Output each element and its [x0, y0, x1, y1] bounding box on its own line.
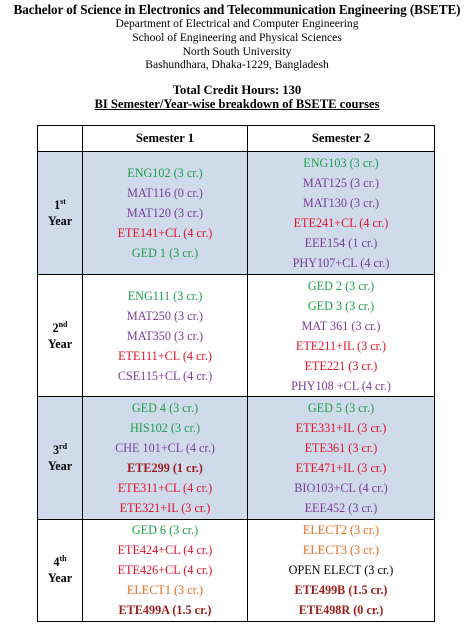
course-entry: ETE361 (3 cr.): [304, 440, 378, 455]
semester-1-cell: [83, 397, 248, 519]
course-entry: CHE 101+CL (4 cr.): [115, 440, 215, 455]
course-entry: ELECT2 (3 cr.): [302, 523, 380, 538]
course-entry: GED 4 (3 cr.): [131, 400, 199, 415]
course-entry: ETE471+IL (3 cr.): [295, 460, 387, 475]
year-ordinal: 2: [52, 320, 59, 335]
course-entry: ETE321+IL (3 cr.): [119, 500, 211, 515]
course-entry: ETE498R (0 cr.): [298, 603, 384, 618]
course-entry: PHY108 +CL (4 cr.): [291, 378, 391, 393]
course-entry: ENG103 (3 cr.): [303, 156, 379, 171]
course-entry: GED 1 (3 cr.): [131, 246, 199, 261]
semester-1-cell: [83, 519, 248, 621]
course-entry: MAT125 (3 cr.): [302, 176, 380, 191]
course-entry: ETE141+CL (4 cr.): [117, 226, 213, 241]
course-entry: ETE499A (1.5 cr.): [118, 603, 212, 618]
semester-2-header: Semester 2: [248, 126, 435, 152]
total-credits: Total Credit Hours: 130: [172, 83, 302, 97]
course-entry: MAT116 (0 cr.): [127, 186, 203, 201]
year-word: Year: [47, 336, 73, 351]
department-line: Department of Electrical and Computer Engineering: [115, 17, 359, 30]
year-label-cell: [38, 274, 83, 396]
semester-2-cell: [248, 519, 435, 621]
year-label-cell: [38, 519, 83, 621]
course-entry: ELECT3 (3 cr.): [302, 543, 380, 558]
semester-2-cell: [248, 397, 435, 519]
course-entry: GED 2 (3 cr.): [307, 278, 375, 293]
school-line: School of Engineering and Physical Sciences: [132, 31, 342, 44]
program-title: Bachelor of Science in Electronics and Telecommunication Engineering (BSETE): [13, 2, 461, 17]
year-ordinal: 1: [54, 198, 61, 213]
year-ordinal-suffix: st: [60, 196, 66, 206]
course-entry: MAT350 (3 cr.): [126, 328, 204, 343]
course-entry: HIS102 (3 cr.): [129, 420, 201, 435]
semester-2-cell: [248, 152, 435, 274]
year-label-cell: [38, 397, 83, 519]
address-line: Bashundhara, Dhaka-1229, Bangladesh: [145, 58, 329, 71]
course-entry: ETE241+CL (4 cr.): [293, 216, 389, 231]
year-ordinal-suffix: rd: [59, 441, 68, 451]
course-entry: ELECT1 (3 cr.): [126, 583, 204, 598]
course-entry: OPEN ELECT (3 cr.): [288, 563, 394, 578]
course-entry: MAT250 (3 cr.): [126, 308, 204, 323]
year-row: [38, 397, 435, 519]
course-entry: MAT120 (3 cr.): [126, 206, 204, 221]
course-entry: ETE299 (1 cr.): [127, 460, 203, 475]
year-word: Year: [47, 571, 73, 586]
course-entry: ENG102 (3 cr.): [127, 166, 203, 181]
course-entry: ETE111+CL (4 cr.): [118, 348, 212, 363]
course-entry: ETE331+IL (3 cr.): [295, 420, 387, 435]
course-entry: EEE452 (3 cr.): [304, 500, 378, 515]
course-entry: GED 6 (3 cr.): [131, 523, 199, 538]
year-word: Year: [47, 458, 73, 473]
year-rows: [38, 152, 435, 622]
course-entry: ETE211+IL (3 cr.): [295, 338, 387, 353]
course-breakdown-table: [37, 125, 435, 622]
course-entry: MAT 361 (3 cr.): [301, 318, 381, 333]
course-entry: BIO103+CL (4 cr.): [294, 480, 388, 495]
year-ordinal-suffix: th: [59, 554, 67, 564]
semester-2-cell: [248, 274, 435, 396]
year-word: Year: [47, 214, 73, 229]
semester-1-header: Semester 1: [83, 126, 248, 152]
course-entry: ETE311+CL (4 cr.): [117, 480, 213, 495]
course-entry: GED 3 (3 cr.): [307, 298, 375, 313]
course-entry: ETE426+CL (4 cr.): [117, 563, 213, 578]
year-ordinal: 4: [53, 555, 60, 570]
year-row: [38, 274, 435, 396]
university-line: North South University: [182, 45, 292, 58]
course-entry: ETE499B (1.5 cr.): [294, 583, 388, 598]
year-row: [38, 519, 435, 621]
semester-1-cell: [83, 152, 248, 274]
table-subtitle: BI Semester/Year-wise breakdown of BSETE courses: [94, 97, 380, 111]
year-ordinal-suffix: nd: [58, 319, 68, 329]
course-entry: GED 5 (3 cr.): [307, 400, 375, 415]
year-ordinal: 3: [52, 442, 60, 457]
course-entry: ENG111 (3 cr.): [127, 288, 203, 303]
course-entry: PHY107+CL (4 cr.): [292, 256, 390, 271]
year-row: [38, 152, 435, 274]
course-entry: ETE424+CL (4 cr.): [117, 543, 213, 558]
semester-1-cell: [83, 274, 248, 396]
course-entry: EEE154 (1 cr.): [304, 236, 378, 251]
course-entry: CSE115+CL (4 cr.): [117, 368, 213, 383]
year-label-cell: [38, 152, 83, 274]
table-header-row: [38, 126, 435, 152]
corner-cell: [38, 126, 83, 152]
course-entry: ETE221 (3 cr.): [304, 358, 378, 373]
course-entry: MAT130 (3 cr.): [302, 196, 380, 211]
